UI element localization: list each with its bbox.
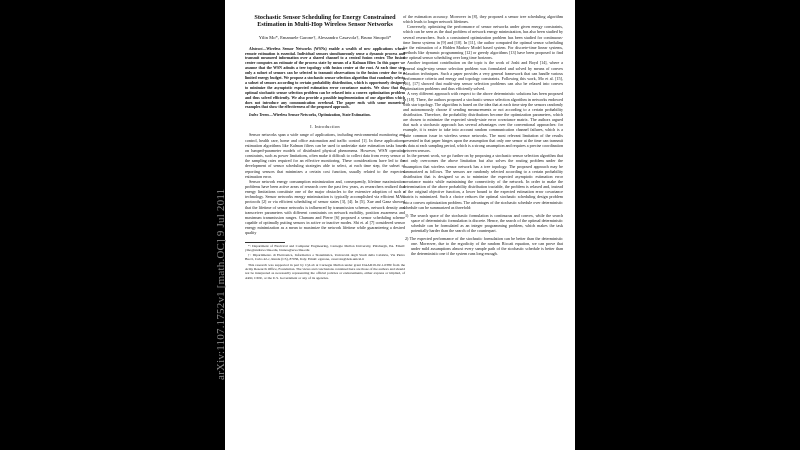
- paper-authors: Yilin Mo*, Emanuele Garone†, Alessandro Casavola†, Bruno Sinopoli*: [258, 34, 392, 40]
- paragraph: of the estimation accuracy. Moreover in [8], they proposed a sensor tree scheduling algorithm which leads to longer network lifetimes.: [403, 14, 563, 25]
- paper-title: Stochastic Sensor Scheduling for Energy Constrained Estimation in Multi-Hop Wireless Sensor Networks: [254, 14, 396, 29]
- footnote-rule: [245, 242, 285, 243]
- paragraph: Another important contribution on the topic is the work of Joshi and Boyd [14], where a general single-step sensor selection problem was formulated and solved by means of convex relaxation techniques. Such a paper provides a very general framework that can handle various performance criteria and energy and topology constraints. Following this work, Mo et al. [15], [16], [17] showed that multi-step sensor selection problems can also be relaxed into convex optimization problems and thus efficiently solved.: [403, 60, 563, 92]
- footnote: †: Dipartimento di Elettronica, Informatica e Sistemistica, Università degli Studi della Calabria, Via Pietro Bucci, Cubo 42-c, Rende (CS), 87036, Italy. Email: egarone, casavola@deis.unical.it: [245, 253, 405, 262]
- abstract-label: Abstract: [249, 46, 263, 51]
- index-terms-text: —Wireless Sensor Networks, Optimization, State Estimation.: [269, 113, 371, 118]
- section-heading: I. Introduction: [310, 124, 340, 130]
- footnote: *: Department of Electrical and Computer Engineering, Carnegie Mellon University, Pittsburgh, PA. Email: ymo@andrew.cmu.edu, brunos@ece.cmu.edu: [245, 243, 405, 252]
- paragraph: In the present work, we go further on by proposing a stochastic sensor selection algorithm that not only overcomes the above limitation but also solves the routing problem under the assumption that wireless sensor network has a tree topology. The proposed approach may be summarized as follows. The sensors are randomly selected according to a certain probability distribution that is designed so as to minimize the expected asymptotic estimation error covariance matrix while maintaining the connectivity of the network. In order to make the determination of the above probability distribution tractable, the problem is relaxed and, instead of the original objective function, a lower bound to the expected estimation error covariance matrix is minimized. Such a choice reduces the optimal stochastic scheduling design problem into a convex optimization problem. The advantages of the stochastic schedule over deterministic schedule can be summarized as threefold:: [403, 153, 563, 210]
- paragraph: Conversely, optimizing the performance of sensor networks under given energy constraints, which can be seen as the dual problem of network energy minimization, has also been studied by several researchers. Such a constrained optimization problem has been studied for continuous-time linear systems in [9] and [10]. In [11], the author computed the optimal sensor scheduling for the estimation of a Hidden Markov Model based system. For discrete-time linear systems, methods like dynamic programming [12] or greedy algorithms [13] have been proposed to find the optimal sensor scheduling over long time horizons.: [403, 24, 563, 61]
- list-item: 1) The search space of the stochastic formulation is continuous and convex, while the search space of deterministic formulation is discrete. Hence, the search of the optimal deterministic schedule can be formulated as an integer programming problem, which makes the task potentially harder than the search of the counterpart.: [405, 212, 563, 234]
- footnote: This research was supported in part by CyLab at Carnegie Mellon under grant DAAD19-02-1-0389 from the Army Research Office, Foundation. The views and conclusions contained here are those of the authors and should not be interpreted as necessarily representing the official policies or endorsements, either express or implied, of ARO, CMU, or the U.S. Government or any of its agencies.: [245, 262, 405, 280]
- paragraph: Sensor networks span a wide range of applications, including environmental monitoring and control, health care, home and office automation and traffic control [1]. In these applications, estimation algorithms like Kalman filters can be used to undertake state estimation tasks based on lumped-parameter models of distributed physical phenomena. However, WSN operating constraints, such as power limitations, often make it difficult to collect data from every sensor at the sampling rates required for an effective monitoring. These considerations have led to the development of sensor scheduling strategies able to select, at each time step, the subset of reporting sensors that minimizes a certain cost function, usually related to the expected estimation error.: [245, 132, 405, 179]
- advantages-list: [403, 213, 563, 256]
- right-column: [403, 0, 563, 258]
- abstract: [245, 47, 405, 111]
- index-terms-label: Index Terms: [249, 113, 270, 118]
- abstract-text: —Wireless Sensor Networks (WSNs) enable a wealth of new applications where remote estimation is essential. Individual sensors simultaneously sense a dynamic process and transmit measured information over a shared channel to a central fusion center. The fusion center computes an estimate of the process state by means of a Kalman filter. In this paper we assume that the WSN admits a tree topology with fusion center at the root. At each time step only a subset of sensors can be selected to transmit observations to the fusion center due to a limited energy budget. We propose a stochastic sensor selection algorithm that randomly selects a subset of sensors according to certain probability distribution, which is opportunely designed to minimize the asymptotic expected estimation error covariance matrix. We show that the optimal stochastic sensor selection problem can be relaxed into a convex optimization problem and thus solved efficiently. We also provide a possible implementation of our algorithm which does not introduce any communication overhead. The paper ends with some numerical examples that show the effectiveness of the proposed approach.: [245, 46, 405, 110]
- paragraph: A very different approach with respect to the above deterministic solutions has been proposed in [18]. There, the authors proposed a stochastic sensor selection algorithm in networks endowed with star topology. The algorithm is based on the idea that at each time step the sensors randomly and autonomously choose if sending measurements or not according to a certain probability distribution. Therefore, the probability distributions become the optimization parameters, which are chosen to minimize the expected steady-state error covariance matrix. The authors argued that such a stochastic approach has several advantages over the conventional approaches: for example, it is easier to take into account random communication channel failures, which is a quite common issue in wireless sensor networks. The most relevant limitation of the results presented in that paper hinges upon the assumption that only one sensor at the time can transmit its data at each sampling period, which is a strong assumption and requires a precise coordination between sensors.: [403, 91, 563, 154]
- paragraph: Sensor network energy consumption minimization and, consequently, lifetime maximization problems have been active areas of research over the past few years, as researchers realized that energy limitations constitute one of the major obstacles to the extensive adoption of such a technology. Sensor networks energy minimization is typically accomplished via efficient MAC protocols [2] or via efficient scheduling of sensor states [3], [4]. In [5], Xue and Ganz showed that the lifetime of sensor networks is influenced by transmission schemes, network density and transceiver parameters with different constraints on network mobility, position awareness and maximum transmission ranges. Chamam and Pierre [6] proposed a sensor scheduling scheme capable of optimally putting sensors in active or inactive modes. Shi et. al [7] considered sensor energy minimization as a mean to maximize the network lifetime while guaranteeing a desired quality: [245, 178, 405, 236]
- list-item: 2) The expected performance of the stochastic formulation can be better than the deterministic one. Moreover, due to the ergodicity of the random Riccati equation, we can prove that under mild assumptions almost every sample path of the stochastic schedule is better than the deterministic one if the system runs long enough.: [405, 235, 563, 257]
- index-terms: [245, 113, 405, 118]
- paper-page: [215, 0, 575, 450]
- arxiv-stamp: arXiv:1107.1752v1 [math.OC] 9 Jul 2011: [215, 188, 227, 380]
- left-column: [245, 0, 405, 281]
